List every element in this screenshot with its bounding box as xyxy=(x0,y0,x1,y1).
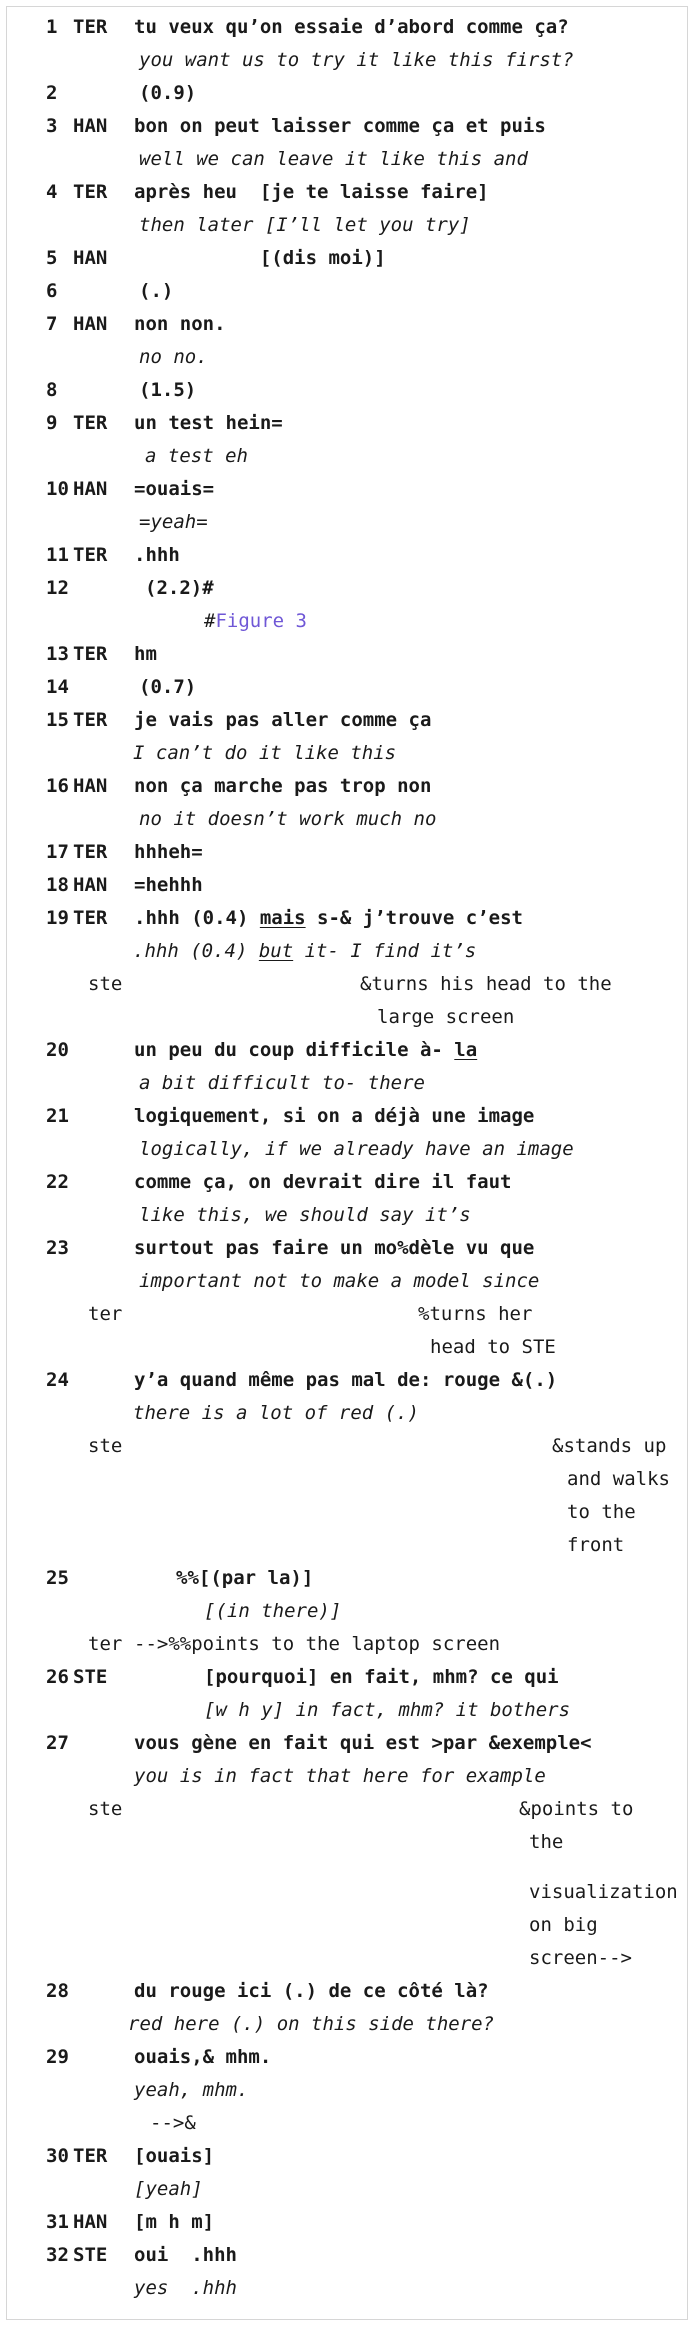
pause: (0.7) xyxy=(139,676,197,698)
line-number: 15 xyxy=(46,709,69,731)
line-number: 10 xyxy=(46,478,69,500)
translation: well we can leave it like this and xyxy=(139,148,528,170)
embodied-action: &points to xyxy=(519,1798,634,1820)
line-number: 28 xyxy=(46,1980,69,2002)
translation: [(in there)] xyxy=(204,1600,342,1622)
embodied-participant: ste xyxy=(88,973,123,995)
embodied-action: &stands up xyxy=(552,1435,667,1457)
embodied-action: the xyxy=(529,1831,564,1853)
translation: no it doesn’t work much no xyxy=(139,808,437,830)
line-number: 26 xyxy=(46,1666,69,1688)
line-number: 1 xyxy=(46,16,58,38)
utterance: comme ça, on devrait dire il faut xyxy=(134,1171,512,1193)
embodied-action: large screen xyxy=(377,1006,515,1028)
translation: logically, if we already have an image xyxy=(139,1138,574,1160)
translation-part: .hhh (0.4) xyxy=(133,940,259,962)
speaker: HAN xyxy=(73,313,108,335)
utterance-part: .hhh (0.4) xyxy=(134,907,260,929)
translation-part: it- I find it’s xyxy=(293,940,477,962)
translation: a test eh xyxy=(145,445,248,467)
embodied-action: screen--> xyxy=(529,1947,632,1969)
line-number: 31 xyxy=(46,2211,69,2233)
speaker: TER xyxy=(73,841,108,863)
line-number: 24 xyxy=(46,1369,69,1391)
utterance: vous gène en fait qui est >par &exemple< xyxy=(134,1732,592,1754)
translation xyxy=(133,939,476,963)
line-number: 12 xyxy=(46,577,69,599)
pause: (2.2)# xyxy=(145,577,214,599)
speaker: HAN xyxy=(73,874,108,896)
translation: I can’t do it like this xyxy=(133,742,397,764)
utterance: hm xyxy=(134,643,157,665)
pause: (1.5) xyxy=(139,379,197,401)
underlined-word: mais xyxy=(259,907,306,929)
translation: yeah, mhm. xyxy=(134,2079,249,2101)
figure-link[interactable]: Figure 3 xyxy=(215,610,307,632)
embodied-action: &turns his head to the xyxy=(360,973,612,995)
transcript-frame xyxy=(6,6,688,2320)
line-number: 4 xyxy=(46,181,58,203)
line-number: 5 xyxy=(46,247,58,269)
embodied-action: visualization xyxy=(529,1881,678,1903)
translation: no no. xyxy=(139,346,208,368)
utterance: du rouge ici (.) de ce côté là? xyxy=(134,1980,489,2002)
line-number: 11 xyxy=(46,544,69,566)
speaker: HAN xyxy=(73,2211,108,2233)
figure-hash: # xyxy=(204,610,216,632)
utterance: %%[(par la)] xyxy=(176,1567,314,1589)
figure-marker xyxy=(204,609,307,633)
embodied-continuation: -->& xyxy=(150,2112,196,2134)
speaker: TER xyxy=(73,643,108,665)
line-number: 14 xyxy=(46,676,69,698)
utterance: tu veux qu’on essaie d’abord comme ça? xyxy=(134,16,569,38)
line-number: 32 xyxy=(46,2244,69,2266)
speaker: TER xyxy=(73,709,108,731)
utterance: surtout pas faire un mo%dèle vu que xyxy=(134,1237,535,1259)
embodied-participant: ste xyxy=(88,1798,123,1820)
line-number: 2 xyxy=(46,82,58,104)
line-number: 13 xyxy=(46,643,69,665)
utterance: non non. xyxy=(134,313,226,335)
speaker: HAN xyxy=(73,115,108,137)
speaker: STE xyxy=(73,1666,108,1688)
line-number: 22 xyxy=(46,1171,69,1193)
underlined-word: la xyxy=(454,1039,478,1061)
embodied-participant: ter xyxy=(88,1303,123,1325)
utterance: [pourquoi] en fait, mhm? ce qui xyxy=(204,1666,559,1688)
pause: (.) xyxy=(139,280,174,302)
line-number: 19 xyxy=(46,907,69,929)
translation: red here (.) on this side there? xyxy=(128,2013,495,2035)
utterance: non ça marche pas trop non xyxy=(134,775,432,797)
speaker: TER xyxy=(73,181,108,203)
utterance: [(dis moi)] xyxy=(134,247,386,269)
utterance: [m h m] xyxy=(134,2211,215,2233)
line-number: 7 xyxy=(46,313,58,335)
utterance: un test hein= xyxy=(134,412,283,434)
utterance: logiquement, si on a déjà une image xyxy=(134,1105,535,1127)
embodied-action: front xyxy=(567,1534,625,1556)
translation: like this, we should say it’s xyxy=(139,1204,471,1226)
translation: a bit difficult to- there xyxy=(139,1072,425,1094)
pause: (0.9) xyxy=(139,82,197,104)
utterance: =ouais= xyxy=(134,478,215,500)
speaker: TER xyxy=(73,907,108,929)
translation: then later [I’ll let you try] xyxy=(139,214,471,236)
line-number: 16 xyxy=(46,775,69,797)
embodied-action: -->%%points to the laptop screen xyxy=(134,1633,501,1655)
line-number: 23 xyxy=(46,1237,69,1259)
speaker: HAN xyxy=(73,478,108,500)
embodied-participant: ste xyxy=(88,1435,123,1457)
utterance: [ouais] xyxy=(134,2145,215,2167)
line-number: 17 xyxy=(46,841,69,863)
translation: =yeah= xyxy=(139,511,208,533)
translation: important not to make a model since xyxy=(139,1270,540,1292)
speaker: TER xyxy=(73,2145,108,2167)
line-number: 20 xyxy=(46,1039,69,1061)
translation: [yeah] xyxy=(134,2178,203,2200)
line-number: 6 xyxy=(46,280,58,302)
utterance: hhheh= xyxy=(134,841,203,863)
speaker: TER xyxy=(73,16,108,38)
translation: yes .hhh xyxy=(134,2277,237,2299)
embodied-action: and walks xyxy=(567,1468,670,1490)
utterance xyxy=(134,1038,477,1062)
utterance: après heu [je te laisse faire] xyxy=(134,181,489,203)
speaker: TER xyxy=(73,412,108,434)
utterance: .hhh xyxy=(134,544,180,566)
utterance: je vais pas aller comme ça xyxy=(134,709,432,731)
translation: [w h y] in fact, mhm? it bothers xyxy=(204,1699,571,1721)
utterance xyxy=(134,906,523,930)
utterance: ouais,& mhm. xyxy=(134,2046,272,2068)
utterance-part: s-& j’trouve c’est xyxy=(305,907,523,929)
speaker: STE xyxy=(73,2244,108,2266)
line-number: 8 xyxy=(46,379,58,401)
speaker: HAN xyxy=(73,247,108,269)
utterance: bon on peut laisser comme ça et puis xyxy=(134,115,546,137)
line-number: 30 xyxy=(46,2145,69,2167)
utterance: =hehhh xyxy=(134,874,203,896)
translation: there is a lot of red (.) xyxy=(133,1402,419,1424)
embodied-action: to the xyxy=(567,1501,636,1523)
line-number: 9 xyxy=(46,412,58,434)
line-number: 25 xyxy=(46,1567,69,1589)
line-number: 3 xyxy=(46,115,58,137)
speaker: HAN xyxy=(73,775,108,797)
embodied-action: %turns her xyxy=(418,1303,533,1325)
embodied-action: head to STE xyxy=(430,1336,556,1358)
line-number: 21 xyxy=(46,1105,69,1127)
translation: you is in fact that here for example xyxy=(134,1765,546,1787)
utterance-part: un peu du coup difficile à- xyxy=(134,1039,455,1061)
line-number: 18 xyxy=(46,874,69,896)
speaker: TER xyxy=(73,544,108,566)
utterance: y’a quand même pas mal de: rouge &(.) xyxy=(134,1369,558,1391)
embodied-participant: ter xyxy=(88,1633,123,1655)
utterance: oui .hhh xyxy=(134,2244,237,2266)
line-number: 27 xyxy=(46,1732,69,1754)
line-number: 29 xyxy=(46,2046,69,2068)
underlined-word: but xyxy=(258,940,294,962)
translation: you want us to try it like this first? xyxy=(139,49,574,71)
embodied-action: on big xyxy=(529,1914,598,1936)
